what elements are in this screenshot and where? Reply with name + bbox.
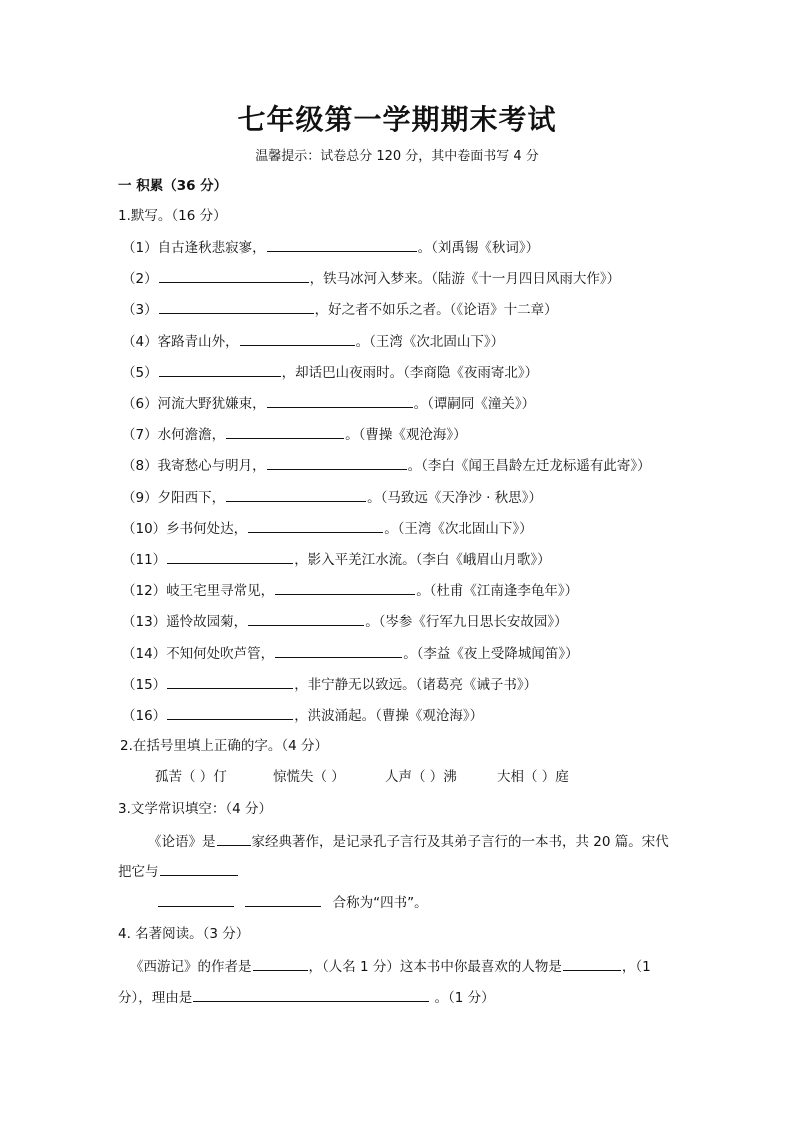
q2-item: 大相（ ）庭 <box>497 769 569 785</box>
item-number: （6） <box>122 396 158 412</box>
item-number: （16） <box>122 708 167 724</box>
page-subtitle: 温馨提示：试卷总分 120 分，其中卷面书写 4 分 <box>255 149 539 164</box>
answer-blank[interactable] <box>217 832 251 846</box>
q2-item: 孤苦（ ）仃 <box>155 769 227 785</box>
q3-text: 家经典著作，是记录孔子言行及其弟子言行的一本书，共 20 篇。宋代 <box>251 834 669 850</box>
item-prefix-text: 岐王宅里寻常见， <box>166 583 275 600</box>
question-4-header: 4. 名著阅读。（3 分） <box>118 926 250 942</box>
item-number: （15） <box>122 676 167 693</box>
answer-blank[interactable] <box>275 581 415 595</box>
item-number: （2） <box>122 271 158 288</box>
q1-item <box>122 612 568 631</box>
answer-blank[interactable] <box>267 394 413 408</box>
q1-item <box>122 394 535 413</box>
item-suffix-text: 。（杜甫《江南逢李龟年》） <box>416 583 579 600</box>
q1-item <box>122 332 504 351</box>
item-suffix-text: 。（李益《夜上受降城闻笛》） <box>403 645 579 662</box>
item-prefix-text: 遥怜故园菊， <box>166 614 248 631</box>
item-suffix-text: 。（马致远《天净沙 · 秋思》） <box>367 489 542 506</box>
item-number: （7） <box>122 427 158 444</box>
q1-item <box>122 269 620 288</box>
answer-blank[interactable] <box>167 550 293 564</box>
q1-item <box>122 456 651 475</box>
q3-line-3 <box>157 893 428 912</box>
answer-blank[interactable] <box>160 862 238 876</box>
item-suffix-text: 。（李白《闻王昌龄左迁龙标遥有此寄》） <box>407 458 651 475</box>
item-number: （14） <box>122 645 167 662</box>
item-suffix-text: 。（王湾《次北固山下》） <box>355 333 505 350</box>
question-3-header: 3.文学常识填空：（4 分） <box>118 801 273 817</box>
answer-blank[interactable] <box>253 957 308 971</box>
q1-item <box>122 519 533 538</box>
q2-item: 人声（ ）沸 <box>385 769 457 785</box>
q1-item <box>122 488 542 507</box>
item-suffix-text: ，却话巴山夜雨时。（李商隐《夜雨寄北》） <box>281 364 539 381</box>
answer-blank[interactable] <box>275 644 402 658</box>
q4-text: 《西游记》的作者是 <box>130 959 252 975</box>
answer-blank[interactable] <box>159 363 281 377</box>
item-number: （9） <box>122 489 158 506</box>
q3-line-2 <box>118 862 239 881</box>
answer-blank[interactable] <box>159 300 314 314</box>
item-prefix-text: 客路青山外， <box>157 333 239 350</box>
answer-blank[interactable] <box>267 456 407 470</box>
item-prefix-text: 河流大野犹嫌束， <box>157 396 266 412</box>
item-number: （1） <box>122 240 158 256</box>
q1-item <box>122 706 483 725</box>
q1-item <box>122 238 539 257</box>
page-title: 七年级第一学期期末考试 <box>237 103 557 136</box>
q3-line-1 <box>148 832 669 851</box>
item-number: （11） <box>122 552 167 568</box>
item-suffix-text: ，铁马冰河入梦来。（陆游《十一月四日风雨大作》） <box>309 271 621 288</box>
answer-blank[interactable] <box>158 893 234 907</box>
answer-blank[interactable] <box>245 893 321 907</box>
item-prefix-text: 我寄愁心与明月， <box>157 458 266 475</box>
answer-blank[interactable] <box>267 238 417 252</box>
q4-text: ，（人名 1 分）这本书中你最喜欢的人物是 <box>308 959 562 975</box>
q1-item <box>122 581 578 600</box>
item-number: （5） <box>122 364 158 381</box>
q1-item <box>122 425 467 444</box>
item-suffix-text: 。（岑参《行军九日思长安故园》） <box>365 614 568 631</box>
question-1-header: 1.默写。（16 分） <box>118 208 227 224</box>
q3-text: 把它与 <box>118 864 159 880</box>
item-number: （12） <box>122 583 167 600</box>
item-suffix-text: ，影入平羌江水流。（李白《峨眉山月歌》） <box>294 552 551 568</box>
q3-text: 《论语》是 <box>148 834 216 850</box>
q4-line-2 <box>118 988 495 1007</box>
item-suffix-text: 。（王湾《次北固山下》） <box>384 520 533 537</box>
answer-blank[interactable] <box>240 332 355 346</box>
item-number: （4） <box>122 333 158 350</box>
answer-blank[interactable] <box>226 425 344 439</box>
item-number: （13） <box>122 614 167 631</box>
item-prefix-text: 不知何处吹芦管， <box>166 645 275 662</box>
q1-item <box>122 300 558 319</box>
item-number: （8） <box>122 458 158 475</box>
answer-blank[interactable] <box>226 488 366 502</box>
answer-blank[interactable] <box>563 957 621 971</box>
q4-text: 分），理由是 <box>118 990 193 1006</box>
item-suffix-text: ，好之者不如乐之者。（《论语》十二章） <box>314 302 558 319</box>
question-2-header: 2.在括号里填上正确的字。（4 分） <box>120 738 329 754</box>
answer-blank[interactable] <box>167 706 293 720</box>
item-prefix-text: 水何澹澹， <box>157 427 226 444</box>
q1-item <box>122 675 537 694</box>
q4-text: ，（1 <box>621 959 651 975</box>
item-prefix-text: 自古逢秋悲寂寥， <box>157 240 266 256</box>
q1-item <box>122 363 538 382</box>
item-suffix-text: 。（曹操《观沧海》） <box>345 427 467 444</box>
answer-blank[interactable] <box>167 675 293 689</box>
q1-item <box>122 550 551 569</box>
q4-text: 。（1 分） <box>430 990 495 1006</box>
answer-blank[interactable] <box>248 519 383 533</box>
answer-blank[interactable] <box>193 988 429 1002</box>
item-suffix-text: ，非宁静无以致远。（诸葛亮《诫子书》） <box>294 676 538 693</box>
item-number: （10） <box>122 520 167 537</box>
answer-blank[interactable] <box>248 612 364 626</box>
q2-item: 惊慌失（ ） <box>273 769 345 785</box>
item-suffix-text: 。（谭嗣同《潼关》） <box>413 396 536 412</box>
q4-line-1 <box>130 957 651 976</box>
answer-blank[interactable] <box>159 269 309 283</box>
item-number: （3） <box>122 302 158 319</box>
item-prefix-text: 夕阳西下， <box>157 489 226 506</box>
section-heading: 一 积累（36 分） <box>118 178 228 194</box>
item-prefix-text: 乡书何处达， <box>166 520 248 537</box>
item-suffix-text: ，洪波涌起。（曹操《观沧海》） <box>294 708 484 724</box>
q3-text: 合称为“四书”。 <box>332 895 428 911</box>
q1-item <box>122 644 579 663</box>
item-suffix-text: 。（刘禹锡《秋词》） <box>417 240 540 256</box>
